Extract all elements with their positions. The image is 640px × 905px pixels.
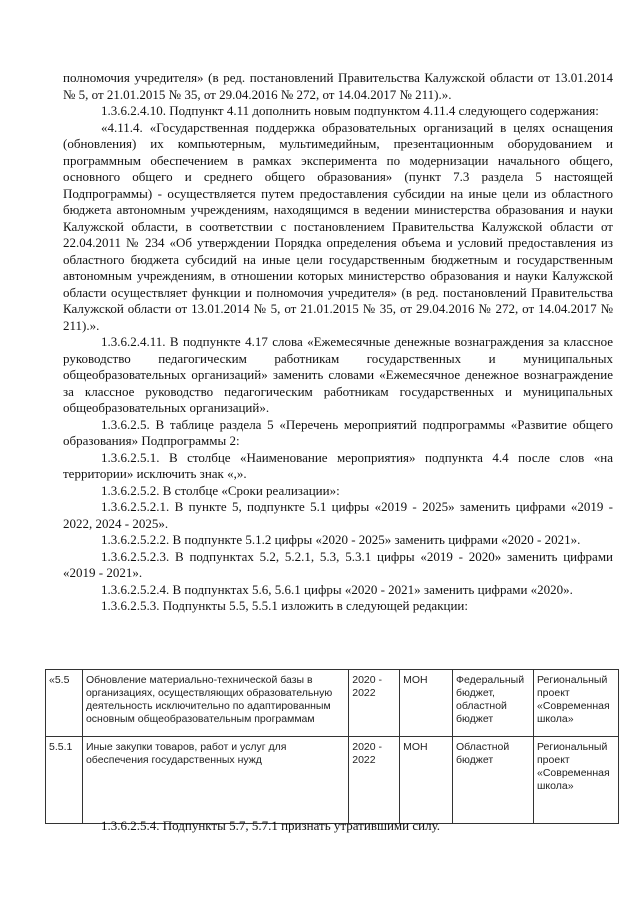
period: 2020 - 2022 [349, 737, 400, 824]
funding-source: Федеральный бюджет, областной бюджет [453, 670, 534, 737]
measure-name: Иные закупки товаров, работ и услуг для обеспечения государственных нужд [82, 737, 348, 824]
document-body [63, 70, 613, 615]
paragraph: 1.3.6.2.5. В таблице раздела 5 «Перечень мероприятий подпрограммы «Развитие общего образования» Подпрограммы 2: [63, 416, 613, 448]
paragraph: 1.3.6.2.5.2.3. В подпунктах 5.2, 5.2.1, 5.3, 5.3.1 цифры «2019 - 2020» заменить цифрами «2019 - 2021». [63, 548, 613, 580]
paragraph: 1.3.6.2.5.1. В столбце «Наименование мероприятия» подпункта 4.4 после слов «на территории» исключить знак «,». [63, 449, 613, 481]
row-number: 5.5.1 [46, 737, 83, 824]
period: 2020 - 2022 [349, 670, 400, 737]
paragraph: 1.3.6.2.5.3. Подпункты 5.5, 5.5.1 изложить в следующей редакции: [101, 598, 468, 613]
paragraph: 1.3.6.2.5.2.4. В подпунктах 5.6, 5.6.1 цифры «2020 - 2021» заменить цифрами «2020». [101, 581, 573, 597]
paragraph: полномочия учредителя» (в ред. постановлений Правительства Калужской области от 13.01.2014 № 5, от 21.01.2015 № 35, от 29.04.2016 № 272, от 14.04.2017 № 211).». [63, 70, 613, 102]
paragraph: 1.3.6.2.5.2.2. В подпункте 5.1.2 цифры «2020 - 2025» заменить цифрами «2020 - 2021». [101, 532, 581, 547]
table-row [46, 737, 619, 824]
measure-name: Обновление материально-технической базы в организациях, осуществляющих образовательную деятельность исключительно по адаптированным основным общеобразовательным программам [82, 670, 348, 737]
measures-table [45, 669, 619, 824]
paragraph: 1.3.6.2.5.2.1. В пункте 5, подпункте 5.1 цифры «2019 - 2025» заменить цифрами «2019 - 2022, 2024 - 2025». [63, 499, 613, 531]
executor: МОН [400, 737, 453, 824]
project: Региональный проект «Современная школа» [533, 737, 618, 824]
paragraph: 1.3.6.2.4.11. В подпункте 4.17 слова «Ежемесячные денежные вознаграждения за классное руководство педагогическим работникам государственных и муниципальных общеобразовательных организаций» заменить словами «Ежемесячное денежное вознаграждение за классное руководство педагогическим работникам государственных и муниципальных общеобразовательных организаций». [63, 334, 613, 415]
row-number: «5.5 [46, 670, 83, 737]
funding-source: Областной бюджет [453, 737, 534, 824]
paragraph: «4.11.4. «Государственная поддержка образовательных организаций в целях оснащения (обновления) их компьютерным, мультимедийным, презентационным оборудованием и программным обеспечением в рамках эксперимента по модернизации начального общего, основного общего и среднего общего образования» (пункт 7.3 раздела 5 настоящей Подпрограммы) - осуществляется путем предоставления субсидии на иные цели из областного бюджета автономным учреждениям, находящимся в ведении министерства образования и науки Калужской области, в соответствии с постановлением Правительства Калужской области от 22.04.2011 № 234 «Об утверждении Порядка определения объема и условий предоставления из областного бюджета субсидий на иные цели государственным бюджетным и государственным автономным учреждениям, в отношении которых министерство образования и науки Калужской области осуществляет функции и полномочия учредителя» (в ред. постановлений Правительства Калужской области от 13.01.2014 № 5, от 21.01.2015 № 35, от 29.04.2016 № 272, от 14.04.2017 № 211).». [63, 119, 613, 333]
footer-paragraph: 1.3.6.2.5.4. Подпункты 5.7, 5.7.1 признать утратившими силу. [101, 818, 441, 833]
paragraph: 1.3.6.2.4.10. Подпункт 4.11 дополнить новым подпунктом 4.11.4 следующего содержания: [101, 103, 599, 118]
project: Региональный проект «Современная школа» [533, 670, 618, 737]
executor: МОН [400, 670, 453, 737]
table-row [46, 670, 619, 737]
paragraph: 1.3.6.2.5.2. В столбце «Сроки реализации»: [101, 482, 340, 498]
